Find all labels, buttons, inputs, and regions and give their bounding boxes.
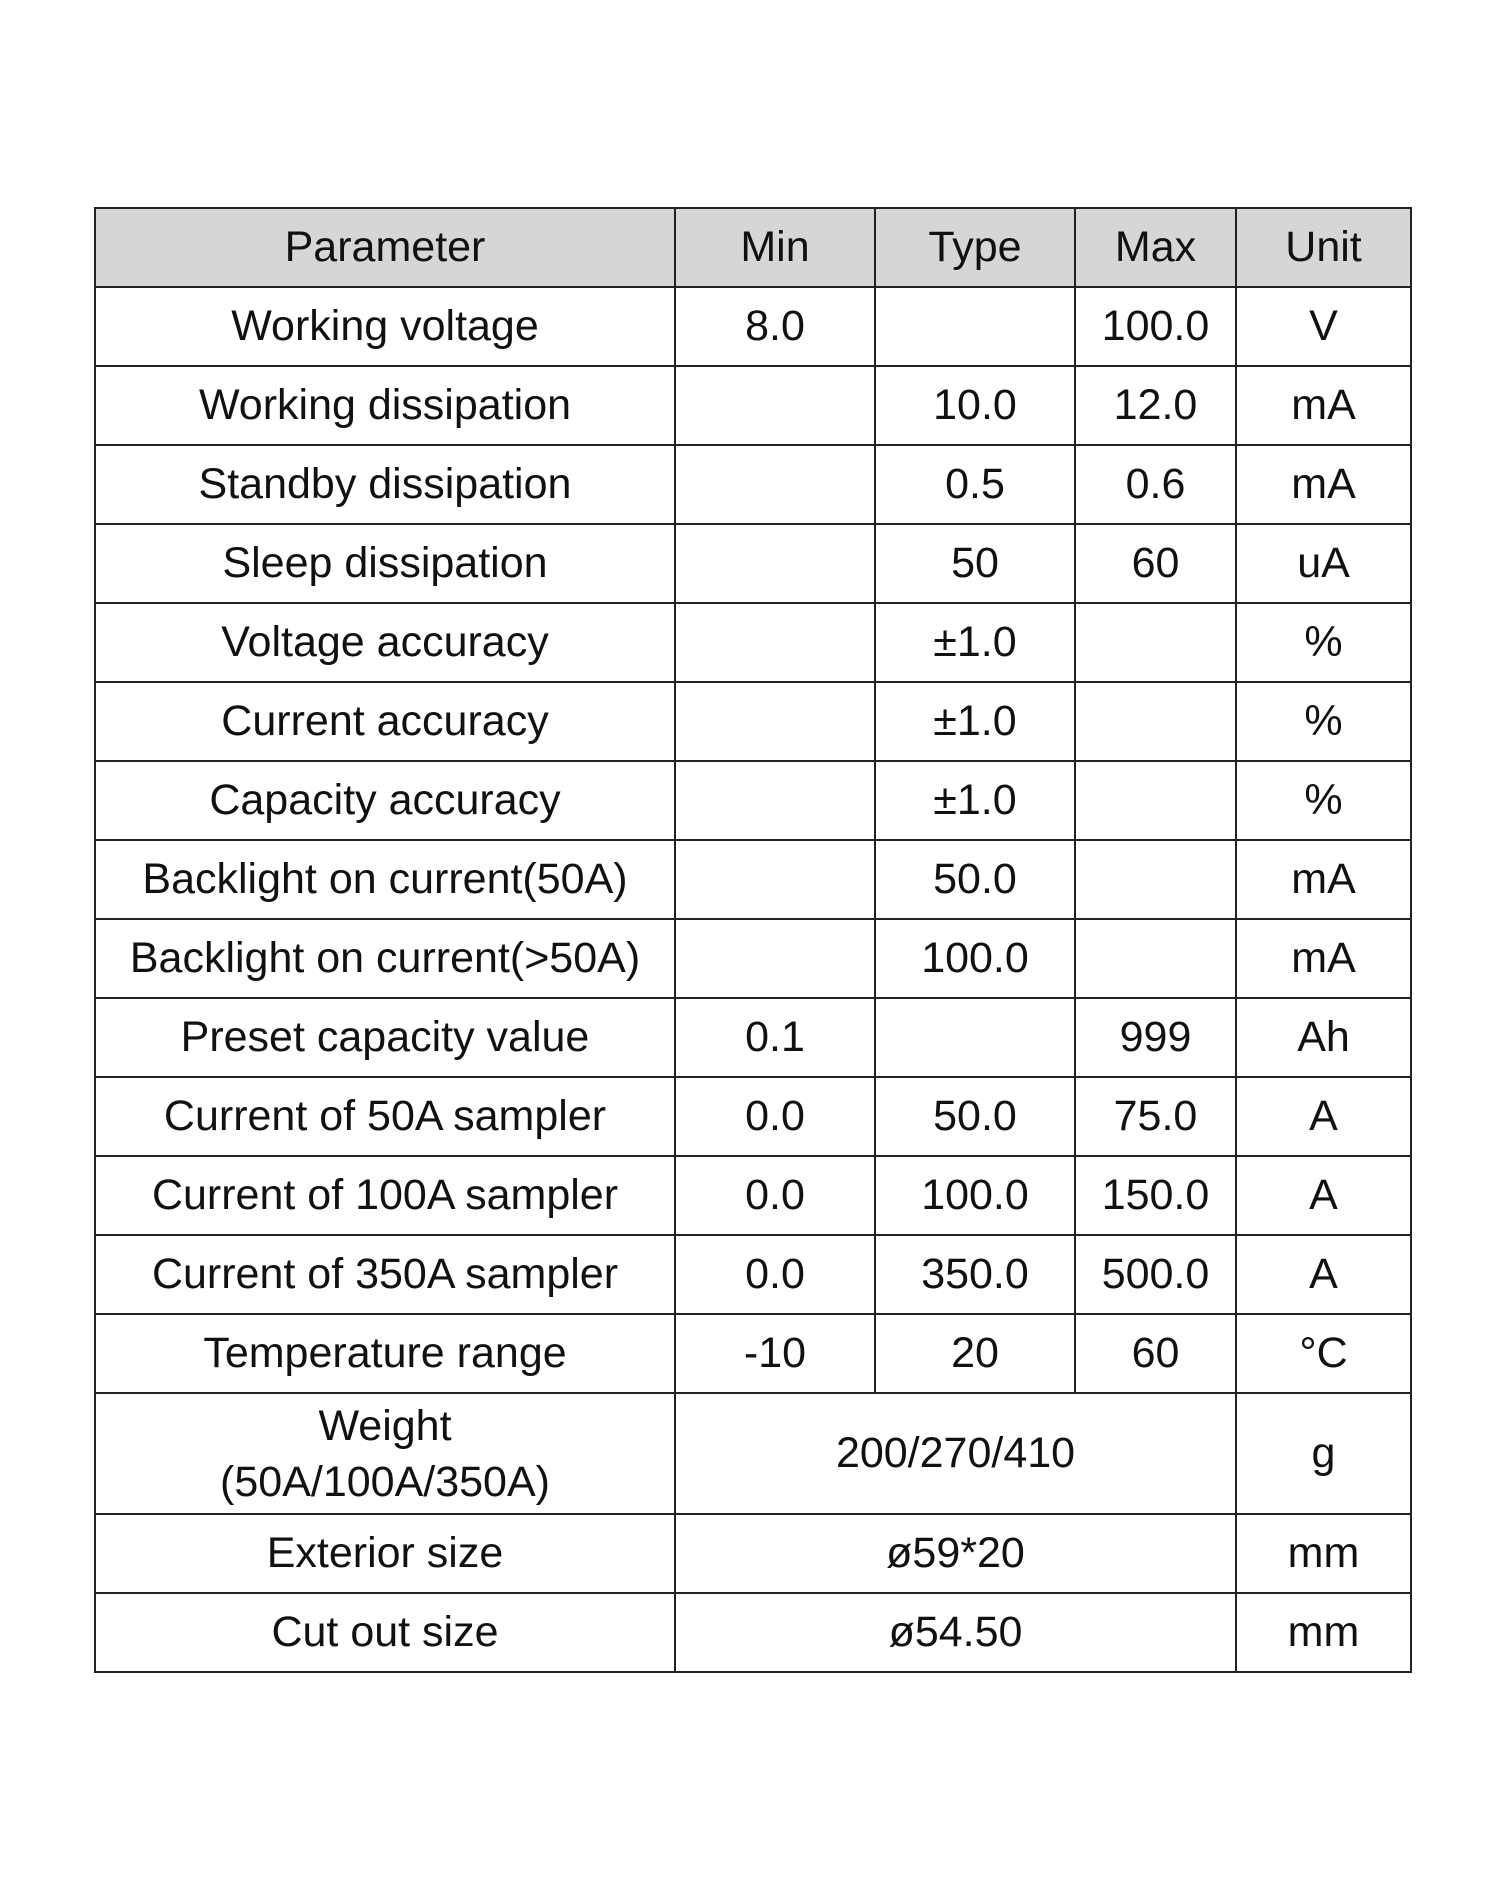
table-row [95, 998, 1411, 1077]
max-cell: 60 [1075, 524, 1236, 603]
min-cell [675, 366, 875, 445]
type-cell: 0.5 [875, 445, 1075, 524]
max-cell [1075, 682, 1236, 761]
type-cell [875, 998, 1075, 1077]
unit-cell: mm [1236, 1593, 1411, 1672]
type-cell: 100.0 [875, 919, 1075, 998]
unit-cell: A [1236, 1235, 1411, 1314]
unit-cell: A [1236, 1077, 1411, 1156]
type-cell: ±1.0 [875, 761, 1075, 840]
type-cell: ±1.0 [875, 603, 1075, 682]
min-cell: 8.0 [675, 287, 875, 366]
unit-cell: mA [1236, 445, 1411, 524]
param-cell: Working voltage [95, 287, 675, 366]
unit-cell: mA [1236, 366, 1411, 445]
max-cell: 12.0 [1075, 366, 1236, 445]
table-row [95, 445, 1411, 524]
unit-cell: uA [1236, 524, 1411, 603]
param-cell: Current of 350A sampler [95, 1235, 675, 1314]
table-row [95, 524, 1411, 603]
header-max: Max [1075, 208, 1236, 287]
type-cell: 50.0 [875, 840, 1075, 919]
header-unit: Unit [1236, 208, 1411, 287]
unit-cell: g [1236, 1393, 1411, 1514]
min-cell: 0.0 [675, 1235, 875, 1314]
table-row [95, 682, 1411, 761]
unit-cell: °C [1236, 1314, 1411, 1393]
table-row [95, 761, 1411, 840]
type-cell: 350.0 [875, 1235, 1075, 1314]
unit-cell: % [1236, 682, 1411, 761]
max-cell [1075, 761, 1236, 840]
table-row [95, 1314, 1411, 1393]
max-cell: 75.0 [1075, 1077, 1236, 1156]
unit-cell: A [1236, 1156, 1411, 1235]
max-cell: 999 [1075, 998, 1236, 1077]
param-cell: Current accuracy [95, 682, 675, 761]
param-cell: Sleep dissipation [95, 524, 675, 603]
unit-cell: mA [1236, 840, 1411, 919]
table-row-weight [95, 1393, 1411, 1514]
max-cell: 150.0 [1075, 1156, 1236, 1235]
table-row [95, 603, 1411, 682]
param-cell: Preset capacity value [95, 998, 675, 1077]
unit-cell: % [1236, 761, 1411, 840]
unit-cell: Ah [1236, 998, 1411, 1077]
min-cell: -10 [675, 1314, 875, 1393]
merged-value-cell: 200/270/410 [675, 1393, 1236, 1514]
min-cell [675, 603, 875, 682]
param-cell [95, 1393, 675, 1514]
param-cell: Cut out size [95, 1593, 675, 1672]
type-cell [875, 287, 1075, 366]
type-cell: 100.0 [875, 1156, 1075, 1235]
param-cell: Current of 50A sampler [95, 1077, 675, 1156]
param-cell: Exterior size [95, 1514, 675, 1593]
spec-table [94, 207, 1412, 1673]
param-cell: Capacity accuracy [95, 761, 675, 840]
param-line-1: Weight [318, 1401, 452, 1450]
min-cell [675, 445, 875, 524]
param-cell: Current of 100A sampler [95, 1156, 675, 1235]
type-cell: 50 [875, 524, 1075, 603]
type-cell: 10.0 [875, 366, 1075, 445]
min-cell [675, 761, 875, 840]
table-row-exterior-size [95, 1514, 1411, 1593]
table-row [95, 1235, 1411, 1314]
max-cell [1075, 603, 1236, 682]
min-cell [675, 919, 875, 998]
table-row [95, 366, 1411, 445]
max-cell: 500.0 [1075, 1235, 1236, 1314]
table-row-cut-out-size [95, 1593, 1411, 1672]
header-min: Min [675, 208, 875, 287]
table-row [95, 1077, 1411, 1156]
unit-cell: mm [1236, 1514, 1411, 1593]
type-cell: 50.0 [875, 1077, 1075, 1156]
min-cell: 0.0 [675, 1077, 875, 1156]
param-line-2: (50A/100A/350A) [220, 1457, 550, 1506]
max-cell [1075, 840, 1236, 919]
max-cell: 0.6 [1075, 445, 1236, 524]
min-cell [675, 524, 875, 603]
param-cell: Temperature range [95, 1314, 675, 1393]
min-cell [675, 682, 875, 761]
min-cell: 0.0 [675, 1156, 875, 1235]
max-cell [1075, 919, 1236, 998]
param-cell: Voltage accuracy [95, 603, 675, 682]
max-cell: 60 [1075, 1314, 1236, 1393]
unit-cell: mA [1236, 919, 1411, 998]
max-cell: 100.0 [1075, 287, 1236, 366]
header-type: Type [875, 208, 1075, 287]
table-row [95, 287, 1411, 366]
merged-value-cell: ø59*20 [675, 1514, 1236, 1593]
merged-value-cell: ø54.50 [675, 1593, 1236, 1672]
param-cell: Working dissipation [95, 366, 675, 445]
type-cell: 20 [875, 1314, 1075, 1393]
header-parameter: Parameter [95, 208, 675, 287]
unit-cell: V [1236, 287, 1411, 366]
param-cell: Standby dissipation [95, 445, 675, 524]
param-cell: Backlight on current(50A) [95, 840, 675, 919]
min-cell [675, 840, 875, 919]
table-row [95, 840, 1411, 919]
type-cell: ±1.0 [875, 682, 1075, 761]
table-row [95, 919, 1411, 998]
unit-cell: % [1236, 603, 1411, 682]
table-row [95, 1156, 1411, 1235]
min-cell: 0.1 [675, 998, 875, 1077]
header-row [95, 208, 1411, 287]
param-cell: Backlight on current(>50A) [95, 919, 675, 998]
